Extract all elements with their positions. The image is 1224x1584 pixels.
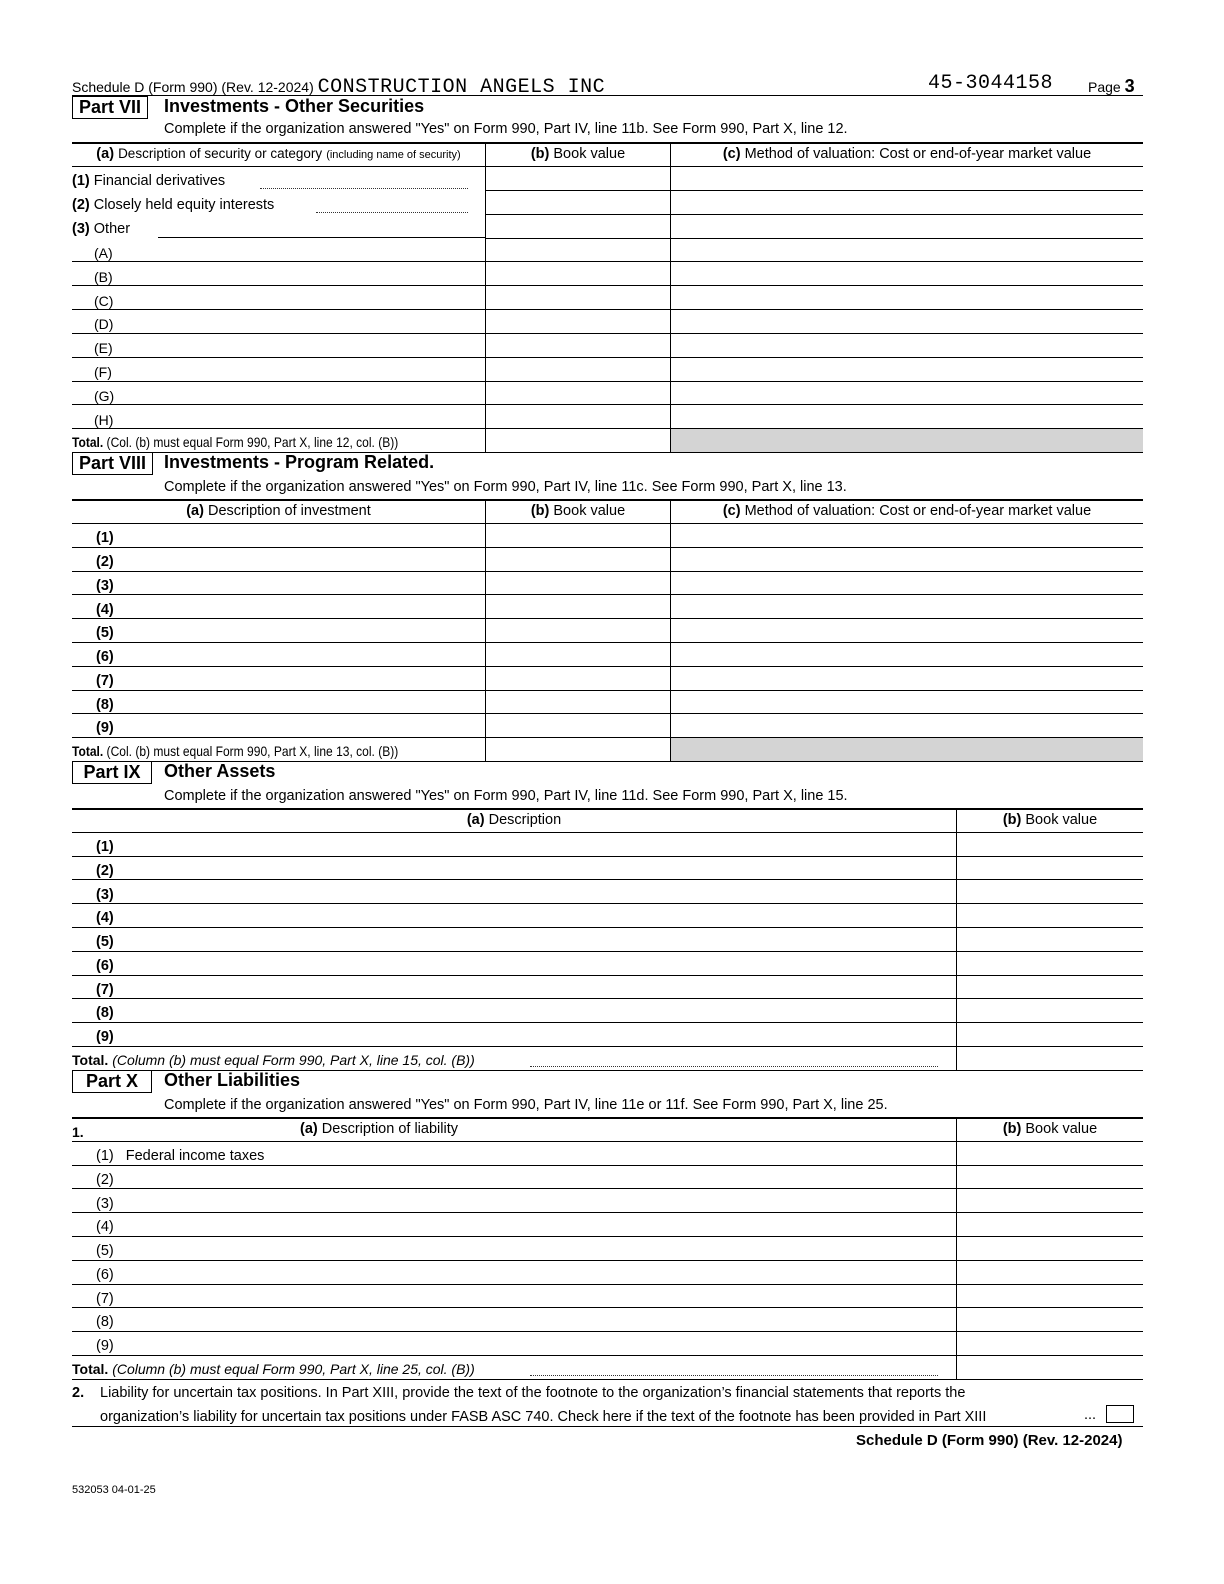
part9-row-3: (3) xyxy=(96,887,114,903)
row-rule xyxy=(72,618,1143,619)
part9-row-4: (4) xyxy=(96,910,114,926)
part10-row-5: (5) xyxy=(96,1243,114,1259)
part7-col-divider-c xyxy=(670,143,671,452)
part8-row-1: (1) xyxy=(96,530,114,546)
part10-instruction: Complete if the organization answered "Yes" on Form 990, Part IV, line 11e or 11f. See Form 990, Part X, line 25. xyxy=(164,1097,888,1113)
row-rule xyxy=(72,879,1143,880)
part8-col-divider-b xyxy=(485,500,486,761)
part7-sub-row-e: (E) xyxy=(94,340,113,356)
part10-line1-num: 1. xyxy=(72,1124,84,1140)
row-rule xyxy=(485,190,1143,191)
part8-header-rule xyxy=(72,523,1143,524)
part7-sub-row-d: (D) xyxy=(94,316,114,332)
part10-row-7: (7) xyxy=(96,1291,114,1307)
part7-tag: Part VII xyxy=(72,96,148,119)
row-label: Financial derivatives xyxy=(93,173,226,189)
row-rule xyxy=(485,238,1143,239)
col-c-text: Method of valuation: Cost or end-of-year market value xyxy=(744,146,1092,162)
row-rule xyxy=(72,951,1143,952)
part8-col-a-header xyxy=(72,503,485,519)
row-rule xyxy=(72,333,1143,334)
part8-row-6: (6) xyxy=(96,649,114,665)
part7-row-1 xyxy=(72,173,225,189)
part10-line2-dots: ... xyxy=(1084,1407,1097,1423)
part8-total-shade xyxy=(671,738,1143,761)
part9-row-9: (9) xyxy=(96,1029,114,1045)
part8-col-c-header xyxy=(671,503,1143,519)
row-rule xyxy=(72,1260,1143,1261)
part10-row-9: (9) xyxy=(96,1338,114,1354)
part9-total xyxy=(72,1052,475,1068)
row-rule xyxy=(72,381,1143,382)
col-b-letter: (b) xyxy=(530,146,550,162)
row-rule xyxy=(72,261,1143,262)
row-rule xyxy=(72,666,1143,667)
part10-line2-text-a: Liability for uncertain tax positions. In Part XIII, provide the text of the footnote to the organization’s financial statements that reports the xyxy=(100,1385,966,1401)
part7-rule-top xyxy=(72,142,1143,144)
col-c-text: Method of valuation: Cost or end-of-year market value xyxy=(744,503,1092,519)
total-label: Total. xyxy=(72,743,104,759)
row-rule xyxy=(72,404,1143,405)
part10-line2-text-b: organization’s liability for uncertain tax positions under FASB ASC 740. Check here if the text of the footnote has been provided in Part XIII xyxy=(100,1409,987,1425)
part8-row-2: (2) xyxy=(96,554,114,570)
footer-form-reference: Schedule D (Form 990) (Rev. 12-2024) xyxy=(856,1432,1123,1449)
part7-sub-row-b: (B) xyxy=(94,269,113,285)
other-underline xyxy=(158,237,485,238)
part8-row-7: (7) xyxy=(96,673,114,689)
row-rule xyxy=(72,1236,1143,1237)
part8-row-3: (3) xyxy=(96,578,114,594)
row-rule xyxy=(72,975,1143,976)
part7-row-2 xyxy=(72,197,274,213)
total-text: (Col. (b) must equal Form 990, Part X, line 13, col. (B)) xyxy=(106,743,399,759)
part7-sub-row-c: (C) xyxy=(94,293,114,309)
organization-name: CONSTRUCTION ANGELS INC xyxy=(317,76,606,99)
part7-title: Investments - Other Securities xyxy=(164,96,425,116)
part9-col-a-header xyxy=(72,812,956,828)
row-label: Closely held equity interests xyxy=(93,197,275,213)
ein: 45-3044158 xyxy=(928,72,1054,95)
part10-tag: Part X xyxy=(72,1070,152,1093)
part9-instruction: Complete if the organization answered "Yes" on Form 990, Part IV, line 11d. See Form 990, Part X, line 15. xyxy=(164,788,848,804)
part8-tag: Part VIII xyxy=(72,452,153,475)
part7-sub-row-f: (F) xyxy=(94,364,112,380)
part10-row-6: (6) xyxy=(96,1267,114,1283)
row-rule xyxy=(485,214,1143,215)
part7-col-divider-b xyxy=(485,143,486,452)
part7-col-a-header xyxy=(72,146,485,162)
part8-col-b-header xyxy=(486,503,670,519)
part10-row-3: (3) xyxy=(96,1196,114,1212)
part9-row-8: (8) xyxy=(96,1005,114,1021)
part7-sub-row-a: (A) xyxy=(94,245,113,261)
part10-line2-num: 2. xyxy=(72,1385,85,1401)
col-a-text: Description of security or category xyxy=(118,146,323,161)
total-text: (Column (b) must equal Form 990, Part X, line 15, col. (B)) xyxy=(112,1052,475,1068)
part9-col-b-header xyxy=(957,812,1143,828)
part9-row-1: (1) xyxy=(96,839,114,855)
row-rule xyxy=(72,1307,1143,1308)
part7-total-shade xyxy=(671,429,1143,452)
dot-leader xyxy=(316,212,468,213)
part8-row-4: (4) xyxy=(96,602,114,618)
part7-col-c-header xyxy=(671,146,1143,162)
total-text: (Column (b) must equal Form 990, Part X, line 25, col. (B)) xyxy=(112,1361,475,1377)
part10-row-4: (4) xyxy=(96,1219,114,1235)
part9-row-6: (6) xyxy=(96,958,114,974)
row-rule xyxy=(72,903,1143,904)
dot-leader xyxy=(260,188,468,189)
part8-col-divider-c xyxy=(670,500,671,761)
part9-row-2: (2) xyxy=(96,863,114,879)
col-b-letter: (b) xyxy=(530,503,550,519)
footer-code: 532053 04-01-25 xyxy=(72,1484,156,1496)
row-rule xyxy=(72,1284,1143,1285)
footnote-provided-checkbox[interactable] xyxy=(1106,1405,1134,1423)
part9-row-7: (7) xyxy=(96,982,114,998)
part8-row-5: (5) xyxy=(96,625,114,641)
part7-instruction: Complete if the organization answered "Yes" on Form 990, Part IV, line 11b. See Form 990, Part X, line 12. xyxy=(164,121,848,137)
row-rule xyxy=(72,1188,1143,1189)
part8-row-8: (8) xyxy=(96,697,114,713)
part8-total xyxy=(72,743,398,759)
row-num: (3) xyxy=(72,221,90,237)
row-label: Other xyxy=(93,221,131,237)
part8-instruction: Complete if the organization answered "Yes" on Form 990, Part IV, line 11c. See Form 990, Part X, line 13. xyxy=(164,479,847,495)
page-number: 3 xyxy=(1124,76,1135,96)
part10-header-rule xyxy=(72,1141,1143,1142)
row-rule xyxy=(72,571,1143,572)
part9-col-divider-b xyxy=(956,809,957,1070)
part7-row-3 xyxy=(72,221,130,237)
row-rule xyxy=(72,1212,1143,1213)
part10-rule-top xyxy=(72,1117,1143,1119)
col-b-text: Book value xyxy=(1025,1121,1098,1137)
page-label: Page xyxy=(1088,79,1121,95)
part10-col-divider-b xyxy=(956,1118,957,1379)
row-rule xyxy=(72,927,1143,928)
row-rule xyxy=(72,594,1143,595)
part8-rule-top xyxy=(72,499,1143,501)
part9-row-5: (5) xyxy=(96,934,114,950)
part7-header-rule xyxy=(72,166,1143,167)
part10-row-8: (8) xyxy=(96,1314,114,1330)
dot-leader xyxy=(530,1066,938,1067)
col-a-small: (including name of security) xyxy=(326,149,461,161)
part10-col-b-header xyxy=(957,1121,1143,1137)
part10-title: Other Liabilities xyxy=(164,1070,301,1090)
form-reference: Schedule D (Form 990) (Rev. 12-2024) xyxy=(72,79,314,95)
col-a-text: Description of investment xyxy=(207,503,371,519)
page-indicator xyxy=(1088,76,1135,97)
row-rule xyxy=(72,856,1143,857)
part7-sub-row-h: (H) xyxy=(94,412,114,428)
part8-row-9: (9) xyxy=(96,720,114,736)
part8-title: Investments - Program Related. xyxy=(164,452,435,472)
row-rule xyxy=(72,547,1143,548)
col-a-text: Description of liability xyxy=(321,1121,458,1137)
row-rule xyxy=(72,309,1143,310)
total-text: (Col. (b) must equal Form 990, Part X, line 12, col. (B)) xyxy=(106,434,399,450)
part10-row-2: (2) xyxy=(96,1172,114,1188)
col-a-letter: (a) xyxy=(186,503,204,519)
part10-total xyxy=(72,1361,475,1377)
row-rule xyxy=(72,1022,1143,1023)
row-num: (1) xyxy=(72,173,90,189)
row-rule xyxy=(72,1046,1143,1047)
part10-rule-bottom xyxy=(72,1426,1143,1427)
row-label: Federal income taxes xyxy=(125,1148,265,1164)
row-rule xyxy=(72,1355,1143,1356)
col-a-text: Description xyxy=(488,812,562,828)
col-b-letter: (b) xyxy=(1002,1121,1022,1137)
part10-total-rule xyxy=(72,1379,1143,1380)
part10-col-a-header xyxy=(0,1121,821,1137)
col-a-letter: (a) xyxy=(96,146,115,162)
part7-total xyxy=(72,434,398,450)
col-a-letter: (a) xyxy=(466,812,485,828)
row-num: (2) xyxy=(72,197,90,213)
row-rule xyxy=(72,1331,1143,1332)
total-label: Total. xyxy=(72,434,104,450)
total-label: Total. xyxy=(72,1052,109,1068)
dot-leader xyxy=(530,1375,938,1376)
col-b-text: Book value xyxy=(1025,812,1098,828)
part9-title: Other Assets xyxy=(164,761,276,781)
row-rule xyxy=(72,357,1143,358)
part9-tag: Part IX xyxy=(72,761,152,784)
row-rule xyxy=(72,998,1143,999)
part9-rule-top xyxy=(72,808,1143,810)
row-rule xyxy=(72,713,1143,714)
row-rule xyxy=(72,1165,1143,1166)
col-b-text: Book value xyxy=(553,503,626,519)
row-num: (1) xyxy=(96,1148,114,1164)
part7-col-b-header xyxy=(486,146,670,162)
total-label: Total. xyxy=(72,1361,109,1377)
row-rule xyxy=(72,642,1143,643)
part9-header-rule xyxy=(72,832,1143,833)
col-b-letter: (b) xyxy=(1002,812,1022,828)
row-rule xyxy=(72,285,1143,286)
part10-row-1 xyxy=(96,1148,264,1164)
col-c-letter: (c) xyxy=(722,146,741,162)
part7-sub-row-g: (G) xyxy=(94,388,115,404)
col-a-letter: (a) xyxy=(300,1121,318,1137)
col-b-text: Book value xyxy=(553,146,626,162)
col-c-letter: (c) xyxy=(722,503,741,519)
row-rule xyxy=(72,690,1143,691)
